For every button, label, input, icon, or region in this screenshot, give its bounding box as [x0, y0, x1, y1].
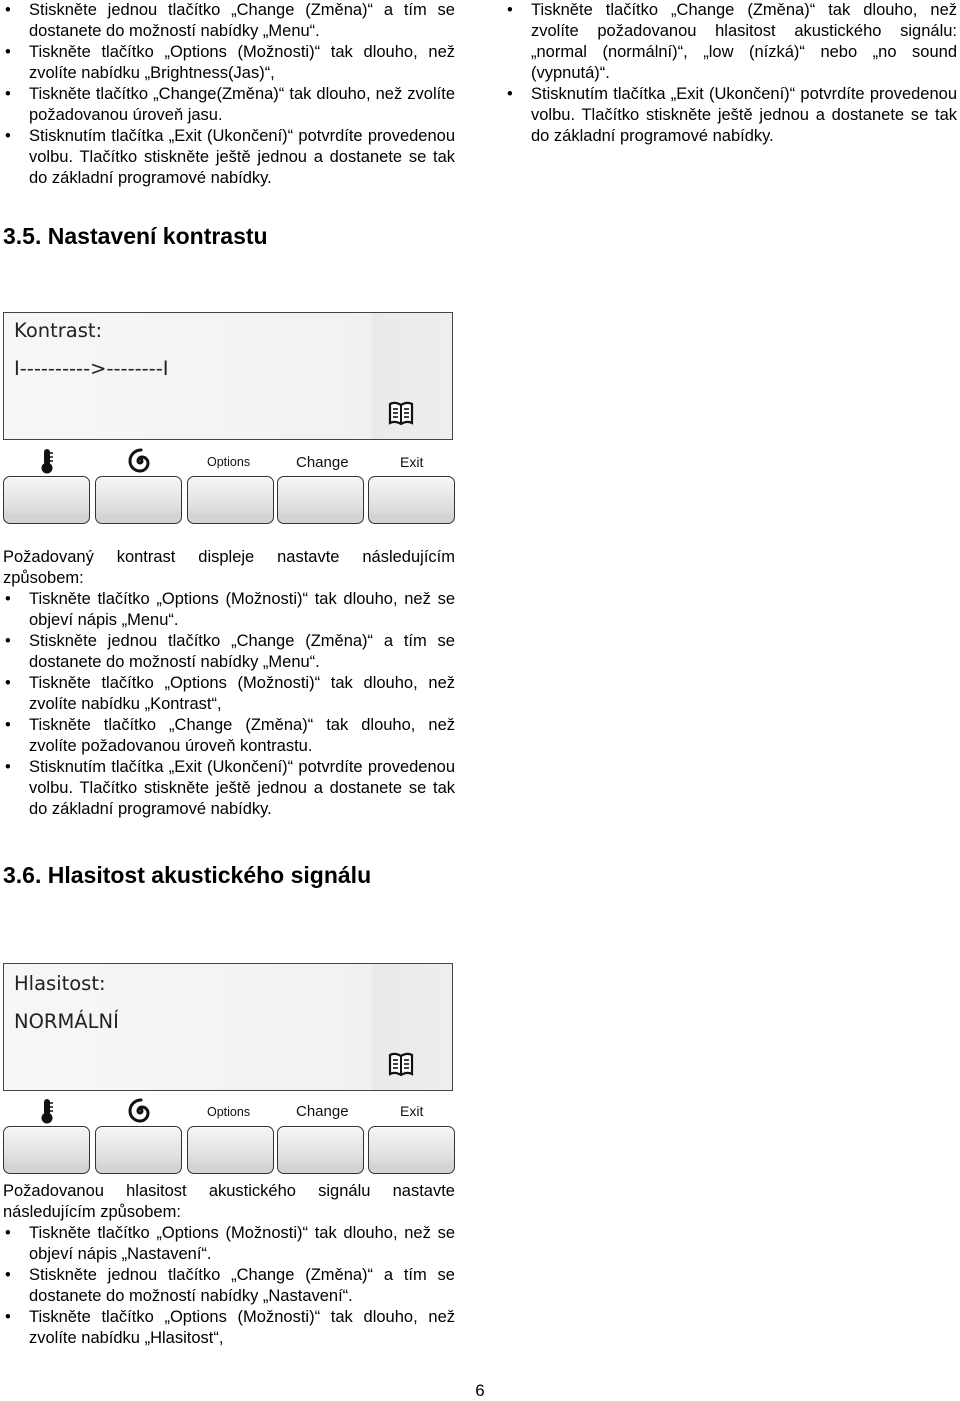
options-key[interactable] [187, 476, 274, 524]
change-label: Change [296, 1103, 349, 1120]
options-key[interactable] [187, 1126, 274, 1174]
volume-instructions [3, 1181, 455, 1349]
spiral-icon [127, 448, 153, 474]
contrast-intro: Požadovaný kontrast displeje nastavte následujícím způsobem: [3, 548, 455, 587]
top-right-column [505, 0, 957, 147]
thermometer-key[interactable] [3, 1126, 90, 1174]
exit-key[interactable] [368, 476, 455, 524]
list-item: • Stisknutím tlačítka „Exit (Ukončení)“ potvrdíte provedenou volbu. Tlačítko stiskněte ještě jednou a dostanete se tak do základní programové nabídky. [3, 126, 455, 189]
options-label: Options [207, 455, 251, 469]
lcd-line-value: I---------->--------I [14, 357, 169, 380]
volume-intro: Požadovanou hlasitost akustického signálu nastavte následujícím způsobem: [3, 1182, 455, 1221]
spiral-key[interactable] [95, 476, 182, 524]
list-item: • Stisknutím tlačítka „Exit (Ukončení)“ potvrdíte provedenou volbu. Tlačítko stiskněte ještě jednou a dostanete se tak do základní programové nabídky. [505, 84, 957, 147]
volume-list [3, 1223, 455, 1349]
panel-keys-contrast [3, 476, 455, 526]
book-icon [388, 401, 414, 425]
contrast-list [3, 589, 455, 820]
exit-key[interactable] [368, 1126, 455, 1174]
contrast-instructions [3, 547, 455, 820]
list-item: • Stiskněte jednou tlačítko „Change (Změna)“ a tím se dostanete do možností nabídky „Nastavení“. [3, 1265, 455, 1307]
list-item: • Stiskněte jednou tlačítko „Change (Změna)“ a tím se dostanete do možností nabídky „Menu“. [3, 0, 455, 42]
spiral-key[interactable] [95, 1126, 182, 1174]
lcd-display-contrast [3, 312, 453, 440]
list-item: • Tiskněte tlačítko „Options (Možnosti)“ tak dlouho, než zvolíte nabídku „Hlasitost“, [3, 1307, 455, 1349]
list-item: • Tiskněte tlačítko „Options (Možnosti)“ tak dlouho, než zvolíte nabídku „Kontrast“, [3, 673, 455, 715]
list-item: • Tiskněte tlačítko „Change(Změna)“ tak dlouho, než zvolíte požadovanou úroveň jasu. [3, 84, 455, 126]
panel-labels-contrast [3, 446, 455, 478]
list-item: • Tiskněte tlačítko „Change (Změna)“ tak dlouho, než zvolíte požadovanou úroveň kontrastu. [3, 715, 455, 757]
top-left-column [3, 0, 455, 189]
change-label: Change [296, 454, 349, 471]
exit-label: Exit [400, 1103, 424, 1119]
exit-label: Exit [400, 454, 424, 470]
list-item: • Stisknutím tlačítka „Exit (Ukončení)“ potvrdíte provedenou volbu. Tlačítko stiskněte ještě jednou a dostanete se tak do základní programové nabídky. [3, 757, 455, 820]
top-left-list [3, 0, 455, 189]
lcd-line-value: NORMÁLNÍ [14, 1010, 119, 1033]
book-icon [388, 1052, 414, 1076]
top-right-list [505, 0, 957, 147]
lcd-line-title: Kontrast: [14, 319, 103, 342]
thermometer-key[interactable] [3, 476, 90, 524]
section-heading-volume: 3.6. Hlasitost akustického signálu [3, 862, 372, 888]
list-item: • Tiskněte tlačítko „Options (Možnosti)“ tak dlouho, než zvolíte nabídku „Brightness(Jas)“, [3, 42, 455, 84]
panel-keys-volume [3, 1126, 455, 1176]
change-key[interactable] [277, 1126, 364, 1174]
list-item: • Tiskněte tlačítko „Options (Možnosti)“ tak dlouho, než se objeví nápis „Menu“. [3, 589, 455, 631]
page-number: 6 [475, 1381, 485, 1400]
list-item: • Tiskněte tlačítko „Change (Změna)“ tak dlouho, než zvolíte požadovanou hlasitost akustického signálu: „normal (normální)“, „low (nízká)“ nebo „no sound (vypnutá)“. [505, 0, 957, 84]
panel-labels-volume [3, 1096, 455, 1128]
list-item: • Tiskněte tlačítko „Options (Možnosti)“ tak dlouho, než se objeví nápis „Nastavení“. [3, 1223, 455, 1265]
list-item: • Stiskněte jednou tlačítko „Change (Změna)“ a tím se dostanete do možností nabídky „Menu“. [3, 631, 455, 673]
spiral-icon [127, 1098, 153, 1124]
thermometer-icon [39, 448, 55, 474]
lcd-line-title: Hlasitost: [14, 972, 106, 995]
options-label: Options [207, 1105, 251, 1119]
thermometer-icon [39, 1098, 55, 1124]
section-heading-contrast: 3.5. Nastavení kontrastu [3, 223, 268, 249]
lcd-display-volume [3, 963, 453, 1091]
change-key[interactable] [277, 476, 364, 524]
